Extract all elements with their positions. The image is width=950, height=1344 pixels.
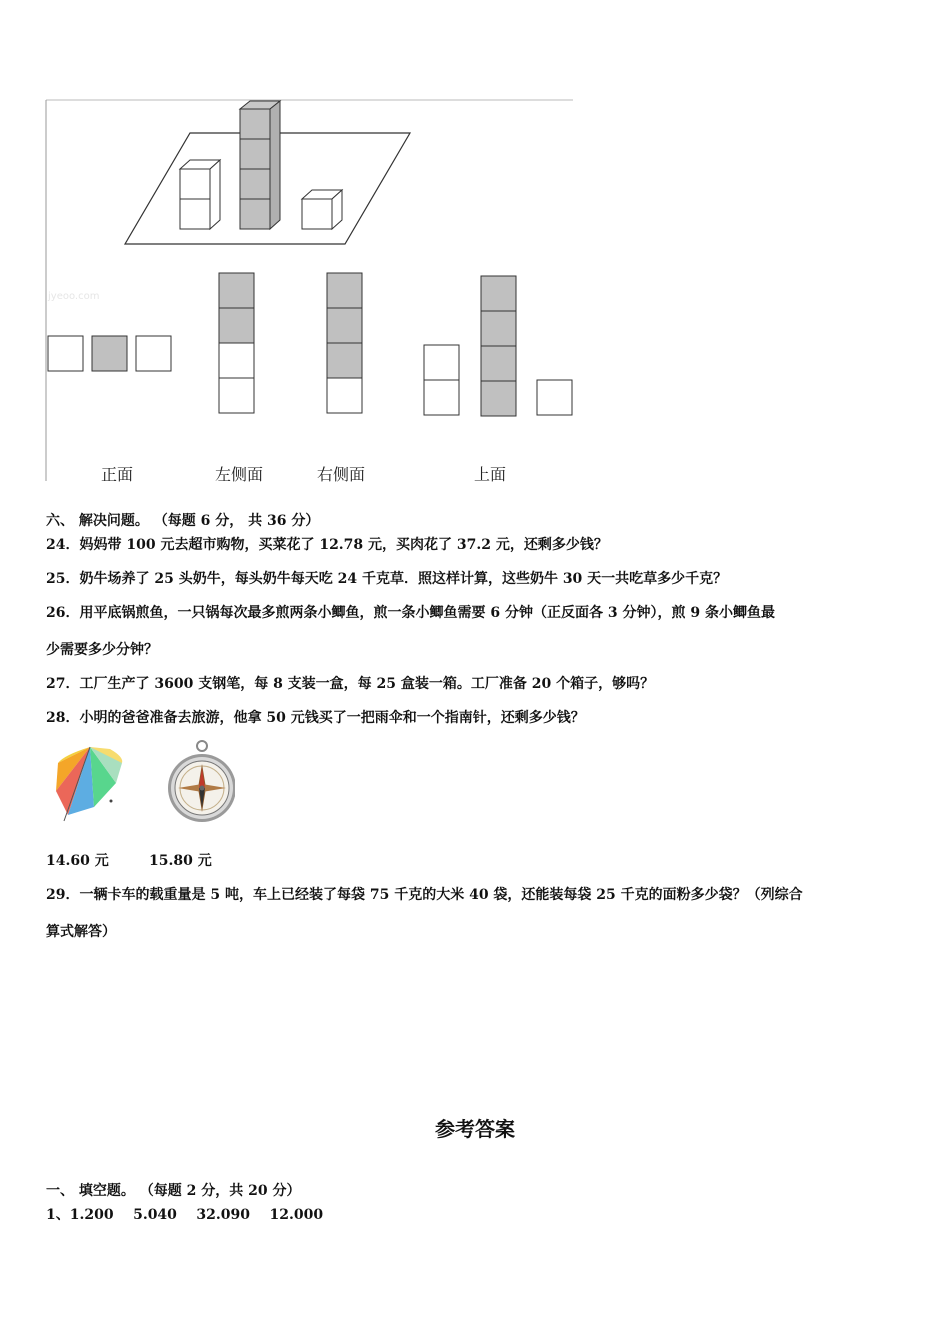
cube-stack-right bbox=[302, 190, 342, 229]
compass-price: 15.80 元 bbox=[149, 853, 212, 869]
label-right-view: 右侧面 bbox=[317, 465, 366, 484]
compass-icon bbox=[165, 740, 235, 828]
question-27: 27．工厂生产了 3600 支钢笔，每 8 支装一盒，每 25 盒装一箱。工厂准备 20 个箱子，够吗？ bbox=[46, 676, 655, 692]
label-left-view: 左侧面 bbox=[215, 465, 264, 484]
label-front-view: 正面 bbox=[101, 465, 134, 484]
umbrella-picture bbox=[50, 743, 130, 825]
answer-section-1-title: 一、 填空题。 （每题 2 分，共 20 分） bbox=[46, 1183, 301, 1199]
answer-1: 1、1.200 5.040 32.090 12.000 bbox=[46, 1207, 324, 1223]
cube-stack-middle bbox=[240, 101, 280, 229]
umbrella-icon bbox=[50, 743, 130, 825]
question-26-line-2: 少需要多少分钟？ bbox=[46, 642, 158, 658]
umbrella-price: 14.60 元 bbox=[46, 853, 109, 869]
question-24: 24．妈妈带 100 元去超市购物，买菜花了 12.78 元，买肉花了 37.2 元，还剩多少钱？ bbox=[46, 537, 608, 553]
answer-section-title: 参考答案 bbox=[435, 1117, 515, 1141]
three-view-drawing bbox=[45, 98, 575, 483]
right-side-view bbox=[327, 273, 362, 413]
question-26-line-1: 26．用平底锅煎鱼，一只锅每次最多煎两条小鲫鱼，煎一条小鲫鱼需要 6 分钟（正反面各 3 分钟），煎 9 条小鲫鱼最 bbox=[46, 605, 775, 621]
compass-picture bbox=[165, 740, 235, 828]
label-top-view: 上面 bbox=[474, 465, 507, 484]
question-29-line-1: 29．一辆卡车的载重量是 5 吨，车上已经装了每袋 75 千克的大米 40 袋，还能装每袋 25 千克的面粉多少袋？（列综合 bbox=[46, 887, 803, 903]
left-side-view bbox=[219, 273, 254, 413]
top-view bbox=[424, 276, 572, 416]
watermark: jyeoo.com bbox=[48, 291, 100, 302]
question-28: 28．小明的爸爸准备去旅游，他拿 50 元钱买了一把雨伞和一个指南针，还剩多少钱？ bbox=[46, 710, 585, 726]
three-view-figure bbox=[45, 98, 575, 483]
front-view bbox=[48, 336, 171, 371]
cube-stack-left bbox=[180, 160, 220, 229]
section-6-title: 六、 解决问题。 （每题 6 分， 共 36 分） bbox=[46, 513, 320, 529]
question-29-line-2: 算式解答） bbox=[46, 924, 116, 940]
question-25: 25．奶牛场养了 25 头奶牛，每头奶牛每天吃 24 千克草．照这样计算，这些奶牛 30 天一共吃草多少千克？ bbox=[46, 571, 728, 587]
